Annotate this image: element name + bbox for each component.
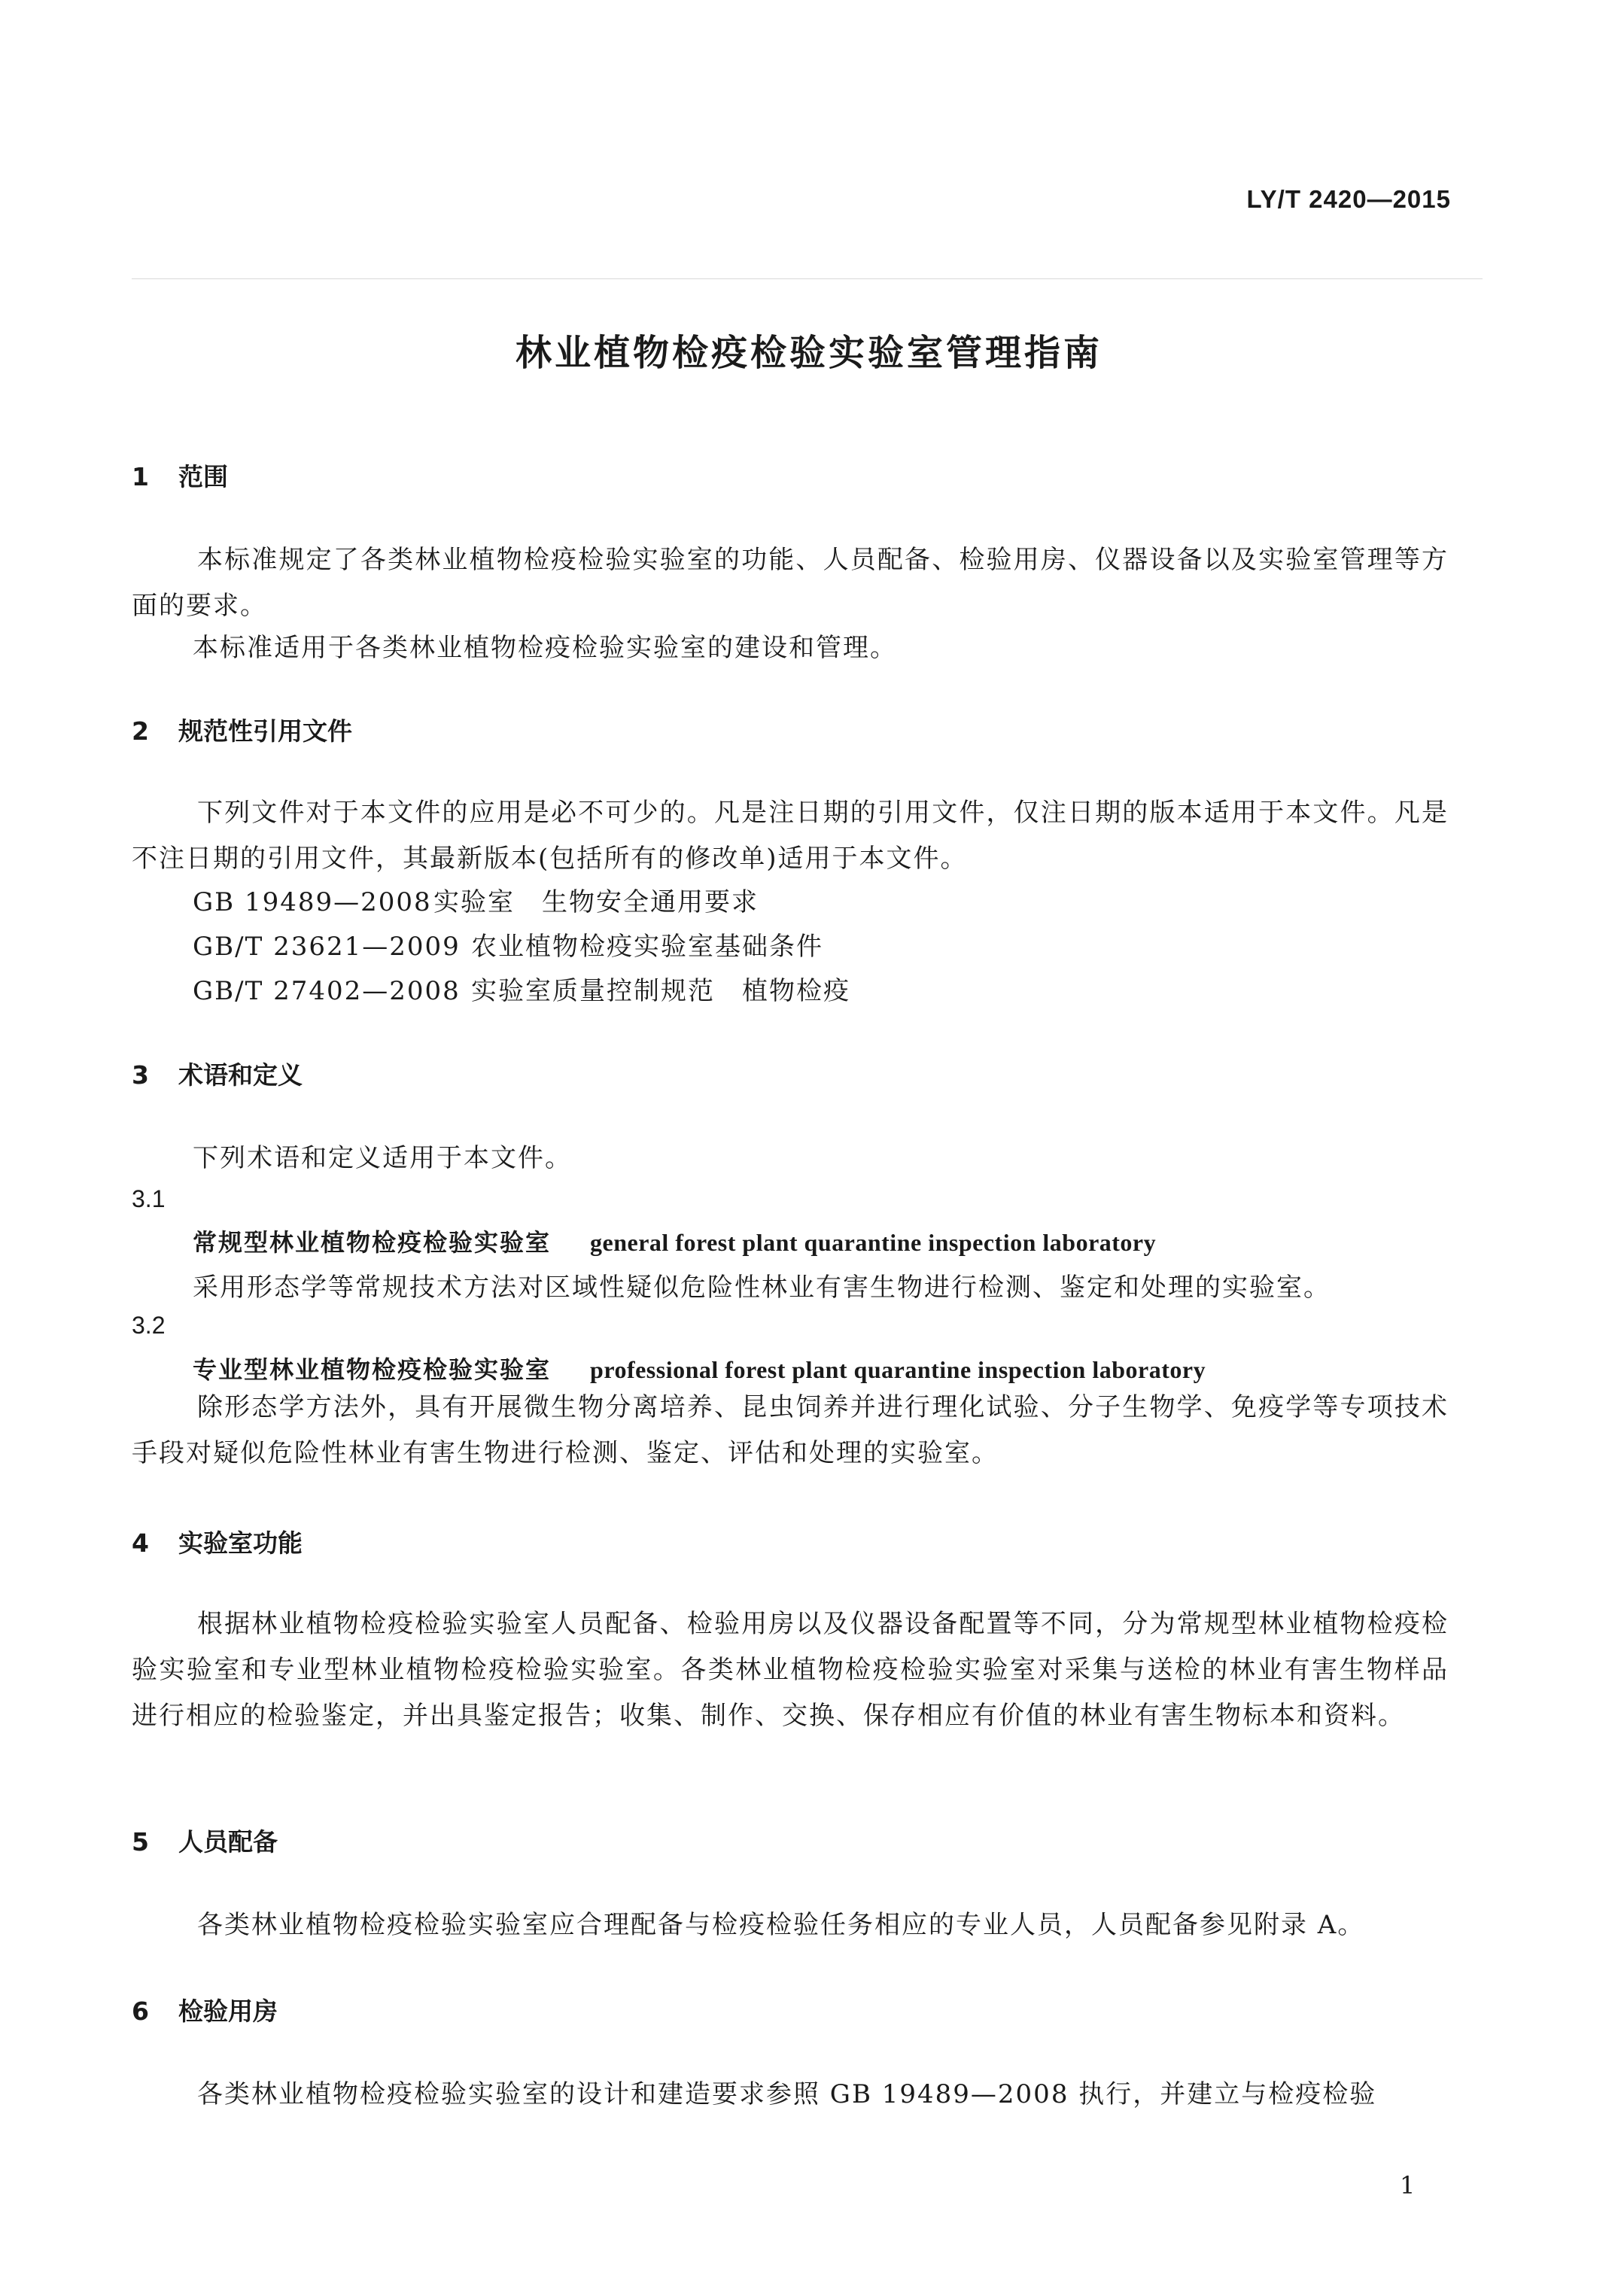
reference-title: 实验室 生物安全通用要求 [433, 887, 759, 917]
term-heading [193, 1224, 1156, 1258]
section-2-paragraph: 下列文件对于本文件的应用是必不可少的。凡是注日期的引用文件，仅注日期的版本适用于本文件。凡是不注日期的引用文件，其最新版本(包括所有的修改单)适用于本文件。 [132, 798, 1449, 874]
reference-title: 实验室质量控制规范 植物检疫 [471, 976, 850, 1006]
section-number: 2 [132, 716, 149, 746]
section-1-paragraph-2: 本标准适用于各类林业植物检疫检验实验室的建设和管理。 [193, 633, 897, 663]
document-title: 林业植物检疫检验实验室管理指南 [515, 332, 1102, 374]
section-6-paragraph: 各类林业植物检疫检验实验室的设计和建造要求参照 GB 19489—2008 执行，并建立与检疫检验 [197, 2079, 1377, 2109]
section-6-heading [132, 1992, 278, 2027]
section-3-intro: 下列术语和定义适用于本文件。 [193, 1143, 572, 1173]
term-english: professional forest plant quarantine inspection laboratory [590, 1356, 1206, 1383]
normative-reference [193, 926, 823, 962]
reference-code: GB/T 27402—2008 [193, 976, 461, 1006]
section-title: 术语和定义 [178, 1060, 303, 1090]
reference-title: 农业植物检疫实验室基础条件 [471, 932, 823, 962]
term-chinese: 专业型林业植物检疫检验实验室 [193, 1355, 552, 1384]
section-5-paragraph: 各类林业植物检疫检验实验室应合理配备与检疫检验任务相应的专业人员，人员配备参见附录 A。 [197, 1910, 1365, 1940]
section-title: 规范性引用文件 [178, 716, 352, 746]
section-1-heading [132, 458, 228, 493]
section-title: 实验室功能 [178, 1528, 303, 1558]
section-title: 人员配备 [178, 1827, 278, 1857]
reference-code: GB/T 23621—2009 [193, 932, 461, 962]
section-title: 检验用房 [178, 1996, 278, 2026]
header-divider [132, 278, 1483, 279]
normative-reference [193, 881, 759, 918]
section-4-heading [132, 1524, 303, 1559]
section-3-heading [132, 1056, 303, 1091]
term-definition: 采用形态学等常规技术方法对区域性疑似危险性林业有害生物进行检测、鉴定和处理的实验室。 [193, 1273, 1331, 1303]
page-number: 1 [1400, 2171, 1416, 2200]
section-1-paragraph-1: 本标准规定了各类林业植物检疫检验实验室的功能、人员配备、检验用房、仪器设备以及实验室管理等方面的要求。 [132, 545, 1449, 621]
normative-reference [193, 970, 850, 1007]
section-title: 范围 [178, 462, 228, 491]
section-number: 6 [132, 1996, 149, 2026]
section-4-paragraph: 根据林业植物检疫检验实验室人员配备、检验用房以及仪器设备配置等不同，分为常规型林业植物检疫检验实验室和专业型林业植物检疫检验实验室。各类林业植物检疫检验实验室对采集与送检的林业有害生物样品进行相应的检验鉴定，并出具鉴定报告；收集、制作、交换、保存相应有价值的林业有害生物标本和资料。 [132, 1609, 1449, 1731]
term-number: 3.1 [132, 1185, 166, 1212]
term-number: 3.2 [132, 1312, 166, 1339]
term-english: general forest plant quarantine inspection laboratory [590, 1229, 1157, 1256]
term-heading [193, 1351, 1206, 1385]
section-number: 5 [132, 1827, 149, 1857]
section-number: 4 [132, 1528, 149, 1558]
section-number: 1 [132, 462, 149, 491]
term-chinese: 常规型林业植物检疫检验实验室 [193, 1228, 552, 1257]
section-5-heading [132, 1823, 278, 1858]
term-definition: 除形态学方法外，具有开展微生物分离培养、昆虫饲养并进行理化试验、分子生物学、免疫学等专项技术手段对疑似危险性林业有害生物进行检测、鉴定、评估和处理的实验室。 [132, 1392, 1449, 1468]
standard-code: LY/T 2420—2015 [1246, 185, 1451, 213]
section-number: 3 [132, 1060, 149, 1090]
section-2-heading [132, 712, 352, 747]
reference-code: GB 19489—2008 [193, 887, 432, 917]
